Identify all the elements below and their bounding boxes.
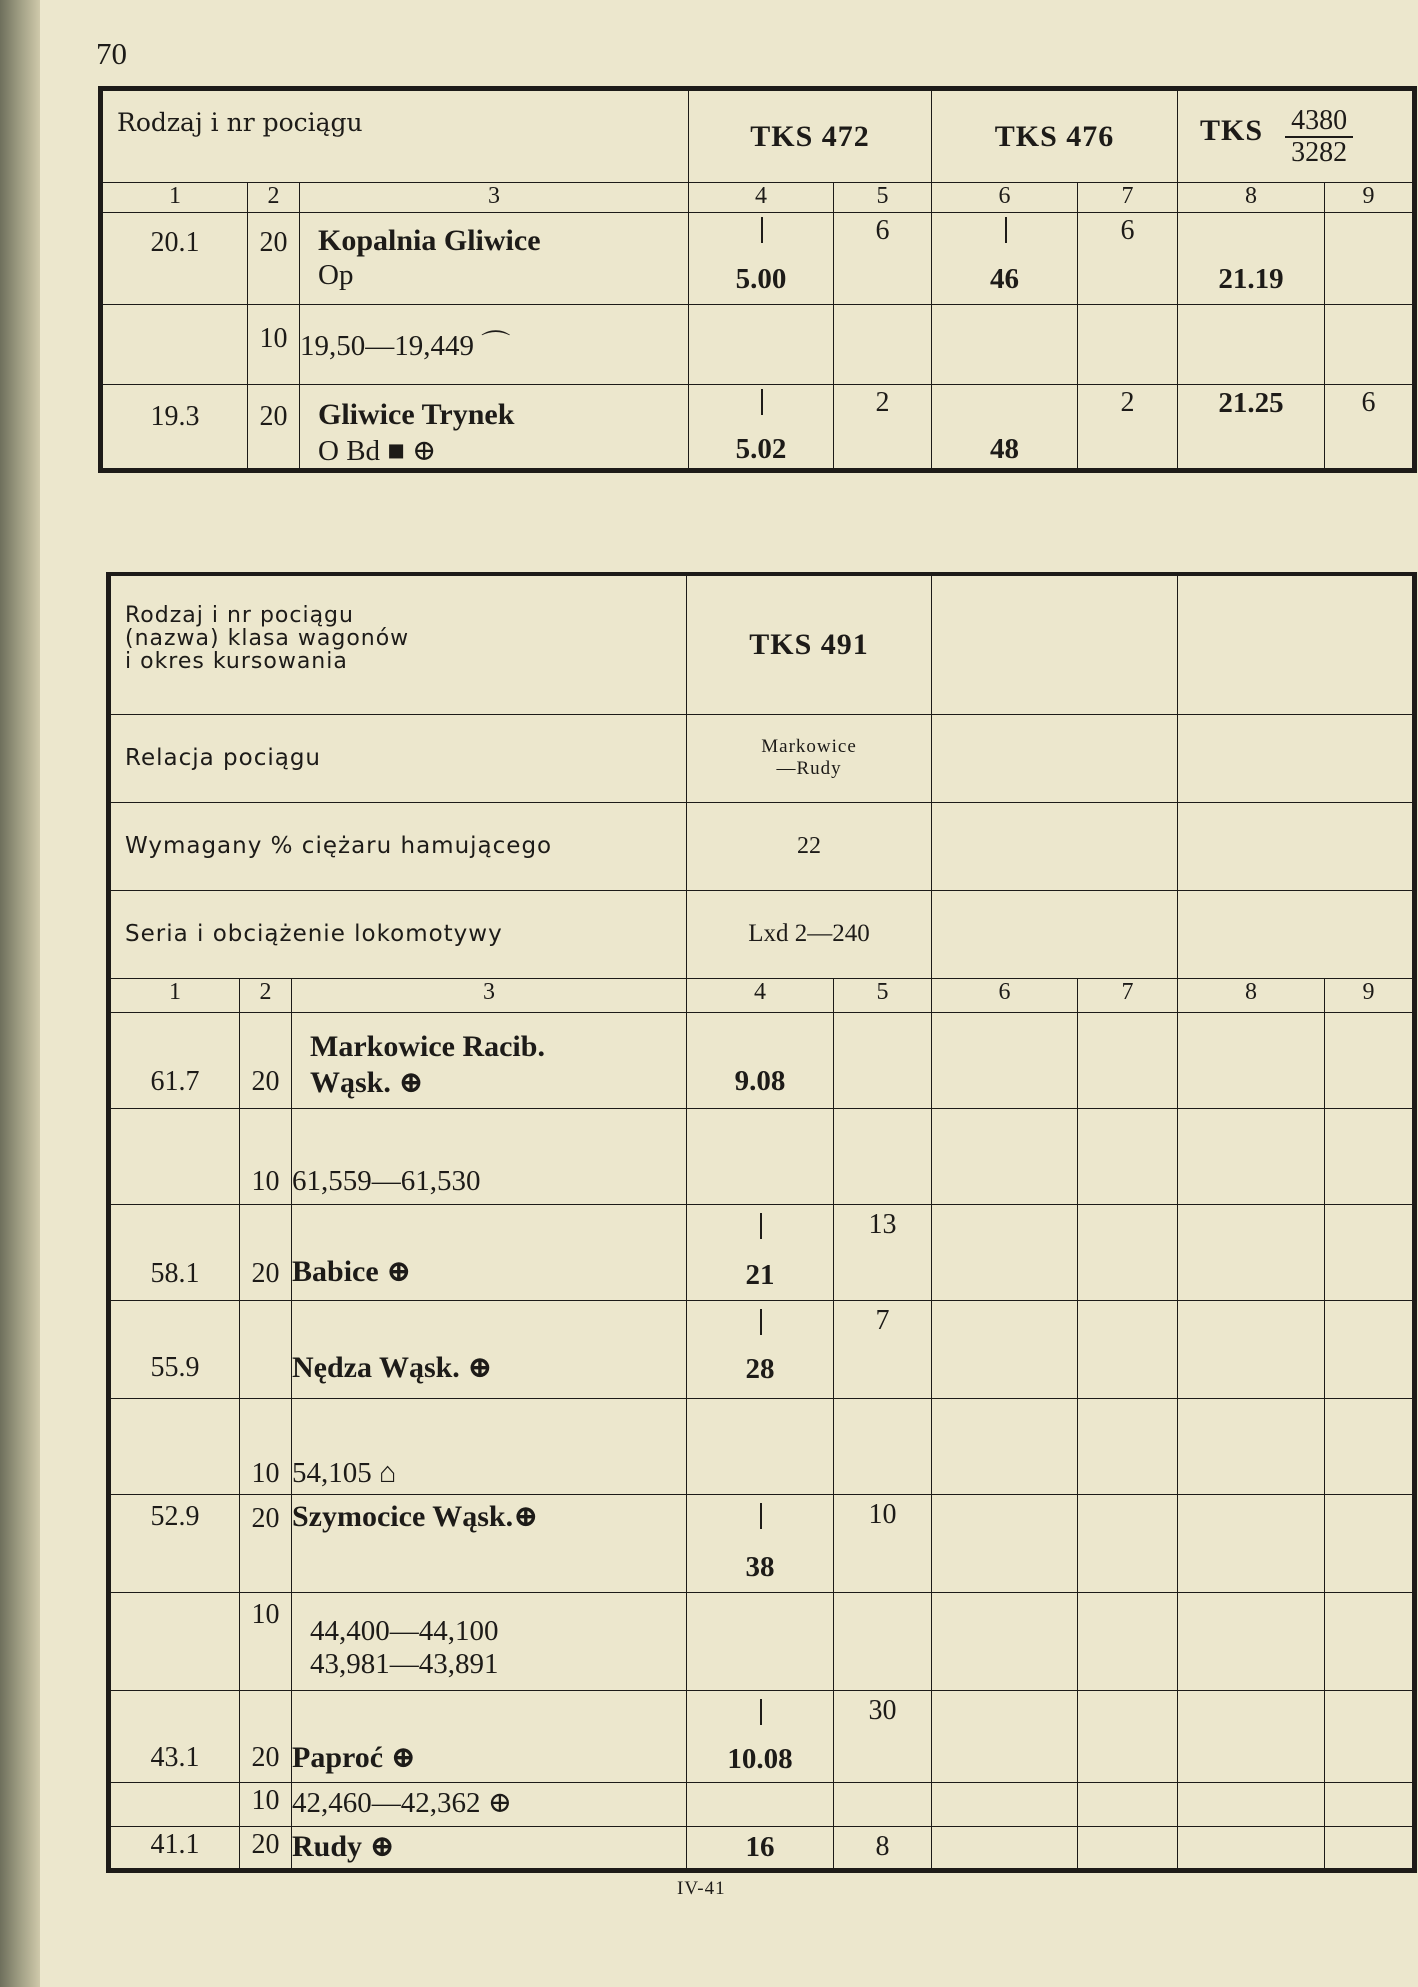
col-num-3: 3 [292, 978, 687, 1012]
arrival-time: 16 [687, 1826, 834, 1870]
dwell-time: 10 [834, 1494, 932, 1592]
empty-cell [1078, 1300, 1178, 1398]
table-row [109, 1826, 1415, 1870]
col-num-6: 6 [932, 183, 1078, 213]
empty-cell [834, 1592, 932, 1690]
speed-value: 10 [240, 1782, 292, 1826]
column-number-row [109, 978, 1415, 1012]
empty-cell [1178, 1300, 1325, 1398]
empty-cell [932, 714, 1178, 802]
dwell-time [1325, 213, 1415, 305]
header-train-label-cell [109, 574, 687, 714]
km-empty [109, 1398, 240, 1494]
station-name: Rudy ⊕ [292, 1826, 687, 1870]
braking-label: Wymagany % ciężaru hamującego [125, 833, 553, 859]
empty-cell [1178, 890, 1415, 978]
table-row [109, 1204, 1415, 1300]
empty-cell [687, 1108, 834, 1204]
table-row [109, 1108, 1415, 1204]
empty-cell [687, 1592, 834, 1690]
col-num-2: 2 [248, 183, 300, 213]
arrival-time [687, 1690, 834, 1782]
arrival-time [687, 1494, 834, 1592]
dwell-time: 2 [834, 385, 932, 471]
train-4380-3282-header [1178, 89, 1415, 183]
station-name-line-2: Wąsk. ⊕ [310, 1065, 424, 1099]
col-num-7: 7 [1078, 183, 1178, 213]
empty-cell [932, 890, 1178, 978]
empty-cell [834, 1108, 932, 1204]
speed-empty [240, 1300, 292, 1398]
km-value: 55.9 [109, 1300, 240, 1398]
dwell-time: 30 [834, 1690, 932, 1782]
empty-cell [932, 1012, 1078, 1108]
km-value: 41.1 [109, 1826, 240, 1870]
speed-value: 20 [240, 1012, 292, 1108]
col-num-2: 2 [240, 978, 292, 1012]
empty-cell [1178, 574, 1415, 714]
train-472-label: TKS 472 [750, 119, 870, 153]
empty-cell [1325, 1300, 1415, 1398]
empty-cell [1325, 1690, 1415, 1782]
header-line: i okres kursowania [125, 649, 348, 675]
station-name: Babice ⊕ [292, 1204, 687, 1300]
arrival-time [687, 1204, 834, 1300]
km-empty [109, 1782, 240, 1826]
col-num-1: 1 [101, 183, 248, 213]
pass-mark [760, 1503, 762, 1529]
speed-value: 20 [240, 1204, 292, 1300]
page-number: 70 [96, 36, 127, 71]
table-row [101, 305, 1415, 385]
time-value: 28 [745, 1352, 775, 1385]
empty-cell [1178, 1494, 1325, 1592]
loco-value: Lxd 2—240 [687, 890, 932, 978]
train-472-header [689, 89, 932, 183]
empty-cell [1078, 1012, 1178, 1108]
empty-cell [932, 1204, 1078, 1300]
empty-cell [932, 574, 1178, 714]
header-train-label: Rodzaj i nr pociągu [117, 108, 363, 137]
pass-mark [1005, 217, 1007, 243]
empty-cell [834, 305, 932, 385]
braking-value: 22 [687, 802, 932, 890]
empty-cell [1178, 1108, 1325, 1204]
dwell-time: 2 [1078, 385, 1178, 471]
table-row [109, 1494, 1415, 1592]
relation-value-cell [687, 714, 932, 802]
train-476-header [932, 89, 1178, 183]
dwell-time: 6 [834, 213, 932, 305]
km-value: 20.1 [101, 213, 248, 305]
relation-label-cell [109, 714, 687, 802]
empty-cell [932, 1300, 1078, 1398]
col-num-4: 4 [687, 978, 834, 1012]
train-491-label: TKS 491 [749, 627, 869, 661]
empty-cell [1325, 1494, 1415, 1592]
dwell-time: 7 [834, 1300, 932, 1398]
empty-cell [1178, 305, 1325, 385]
header-train-label-cell [101, 89, 689, 183]
station-class: O Bd ■ ⊕ [318, 435, 437, 467]
empty-cell [1178, 1826, 1325, 1870]
empty-cell [932, 1398, 1078, 1494]
empty-cell [932, 1592, 1078, 1690]
book-binding-edge [0, 0, 40, 1987]
time-value: 21 [745, 1258, 775, 1291]
train-491-header [687, 574, 932, 714]
pass-mark [761, 389, 763, 415]
train-number-fraction [1285, 106, 1353, 167]
empty-cell [1178, 1592, 1325, 1690]
arrival-time: 21.25 [1178, 385, 1325, 471]
km-empty [109, 1592, 240, 1690]
empty-cell [1078, 1826, 1178, 1870]
empty-cell [1178, 1690, 1325, 1782]
km-value: 52.9 [109, 1494, 240, 1592]
pass-mark [760, 1699, 762, 1725]
empty-cell [687, 1782, 834, 1826]
speed-value: 20 [240, 1494, 292, 1592]
page-footer-code: IV-41 [677, 1878, 726, 1899]
empty-cell [1325, 1398, 1415, 1494]
empty-cell [932, 1826, 1078, 1870]
col-num-8: 8 [1178, 183, 1325, 213]
dwell-time: 8 [834, 1826, 932, 1870]
speed-value: 20 [248, 385, 300, 471]
col-num-3: 3 [300, 183, 689, 213]
empty-cell [1325, 1108, 1415, 1204]
arrival-time: 48 [932, 385, 1078, 471]
dwell-time: 13 [834, 1204, 932, 1300]
table-row [109, 1398, 1415, 1494]
speed-restriction-range: 54,105 ⌂ [292, 1398, 687, 1494]
speed-restriction-range: 42,460—42,362 ⊕ [292, 1782, 687, 1826]
empty-cell [1178, 1204, 1325, 1300]
speed-restriction-range: 44,400—44,100 [310, 1614, 499, 1647]
empty-cell [1178, 714, 1415, 802]
col-num-7: 7 [1078, 978, 1178, 1012]
station-class: Op [318, 259, 354, 291]
empty-cell [1325, 1012, 1415, 1108]
station-name: Paproć ⊕ [292, 1690, 687, 1782]
pass-mark [761, 217, 763, 243]
empty-cell [1325, 1826, 1415, 1870]
pass-mark [760, 1213, 762, 1239]
empty-cell [1078, 1108, 1178, 1204]
col-num-1: 1 [109, 978, 240, 1012]
table-row [109, 1592, 1415, 1690]
empty-cell [687, 1398, 834, 1494]
time-value: 5.02 [735, 433, 787, 465]
col-num-5: 5 [834, 978, 932, 1012]
empty-cell [932, 1108, 1078, 1204]
empty-cell [1078, 1782, 1178, 1826]
speed-value: 10 [240, 1398, 292, 1494]
empty-cell [689, 305, 834, 385]
speed-value: 20 [240, 1690, 292, 1782]
column-number-row [101, 183, 1415, 213]
train-number-top: 4380 [1285, 106, 1353, 137]
empty-cell [1078, 1690, 1178, 1782]
train-476-label: TKS 476 [994, 119, 1115, 153]
empty-cell [1325, 305, 1415, 385]
timetable-markowice-rudy [106, 572, 1417, 1873]
time-value: 10.08 [727, 1742, 793, 1775]
empty-cell [834, 1782, 932, 1826]
station-name: Szymocice Wąsk.⊕ [292, 1494, 687, 1592]
loco-label-cell [109, 890, 687, 978]
empty-cell [1325, 1782, 1415, 1826]
speed-value: 10 [248, 305, 300, 385]
empty-cell [1078, 1398, 1178, 1494]
arrival-time: 21.19 [1178, 213, 1325, 305]
dwell-time: 6 [1078, 213, 1178, 305]
speed-value: 10 [240, 1592, 292, 1690]
time-value: 5.00 [735, 263, 787, 295]
empty-cell [1078, 305, 1178, 385]
table-row [109, 1690, 1415, 1782]
km-empty [109, 1108, 240, 1204]
header-line: (nazwa) klasa wagonów [125, 626, 410, 652]
loco-label: Seria i obciążenie lokomotywy [125, 921, 503, 947]
speed-restriction-range: 19,50—19,449 ⌒ [300, 305, 689, 385]
speed-value: 10 [240, 1108, 292, 1204]
speed-value: 20 [248, 213, 300, 305]
arrival-time [689, 213, 834, 305]
station-name: Gliwice Trynek [318, 398, 515, 431]
empty-cell [1178, 802, 1415, 890]
km-value: 61.7 [109, 1012, 240, 1108]
train-number-bottom: 3282 [1291, 136, 1348, 168]
table-row [101, 213, 1415, 305]
station-name: Nędza Wąsk. ⊕ [292, 1300, 687, 1398]
speed-restriction-range: 61,559—61,530 [292, 1108, 687, 1204]
table-row [109, 1012, 1415, 1108]
arrival-time: 9.08 [687, 1012, 834, 1108]
empty-cell [1178, 1398, 1325, 1494]
table-row [109, 1782, 1415, 1826]
empty-cell [1078, 1204, 1178, 1300]
empty-cell [834, 1398, 932, 1494]
pass-mark [760, 1309, 762, 1335]
col-num-8: 8 [1178, 978, 1325, 1012]
arrival-time [687, 1300, 834, 1398]
relation-line-1: Markowice [761, 736, 857, 758]
header-train-label [111, 576, 686, 673]
empty-cell [1178, 1782, 1325, 1826]
empty-cell [932, 1494, 1078, 1592]
empty-cell [1078, 1494, 1178, 1592]
speed-value: 20 [240, 1826, 292, 1870]
empty-cell [1178, 1012, 1325, 1108]
dwell-time: 6 [1325, 385, 1415, 471]
time-value: 38 [745, 1550, 775, 1583]
relation-label: Relacja pociągu [125, 745, 322, 771]
speed-restriction-range: 43,981—43,891 [310, 1647, 499, 1680]
speed-restriction-cell [292, 1592, 687, 1690]
station-cell [292, 1012, 687, 1108]
arrival-time [932, 213, 1078, 305]
station-name: Kopalnia Gliwice [318, 224, 541, 257]
col-num-5: 5 [834, 183, 932, 213]
empty-cell [1325, 1592, 1415, 1690]
relation-line-2: —Rudy [776, 758, 842, 779]
empty-cell [932, 305, 1078, 385]
km-value: 58.1 [109, 1204, 240, 1300]
header-line: Rodzaj i nr pociągu [125, 603, 354, 628]
table-row [101, 385, 1415, 471]
km-empty [101, 305, 248, 385]
col-num-9: 9 [1325, 183, 1415, 213]
station-name-line-1: Markowice Racib. [310, 1029, 545, 1063]
empty-cell [1078, 1592, 1178, 1690]
braking-label-cell [109, 802, 687, 890]
time-value: 46 [990, 263, 1020, 295]
station-cell [300, 213, 689, 305]
col-num-6: 6 [932, 978, 1078, 1012]
col-num-9: 9 [1325, 978, 1415, 1012]
arrival-time [689, 385, 834, 471]
dwell-time [834, 1012, 932, 1108]
train-prefix: TKS [1200, 114, 1264, 148]
station-cell [300, 385, 689, 471]
km-value: 43.1 [109, 1690, 240, 1782]
empty-cell [1325, 1204, 1415, 1300]
timetable-gliwice [98, 86, 1417, 473]
empty-cell [932, 1782, 1078, 1826]
table-row [109, 1300, 1415, 1398]
col-num-4: 4 [689, 183, 834, 213]
km-value: 19.3 [101, 385, 248, 471]
empty-cell [932, 802, 1178, 890]
empty-cell [932, 1690, 1078, 1782]
